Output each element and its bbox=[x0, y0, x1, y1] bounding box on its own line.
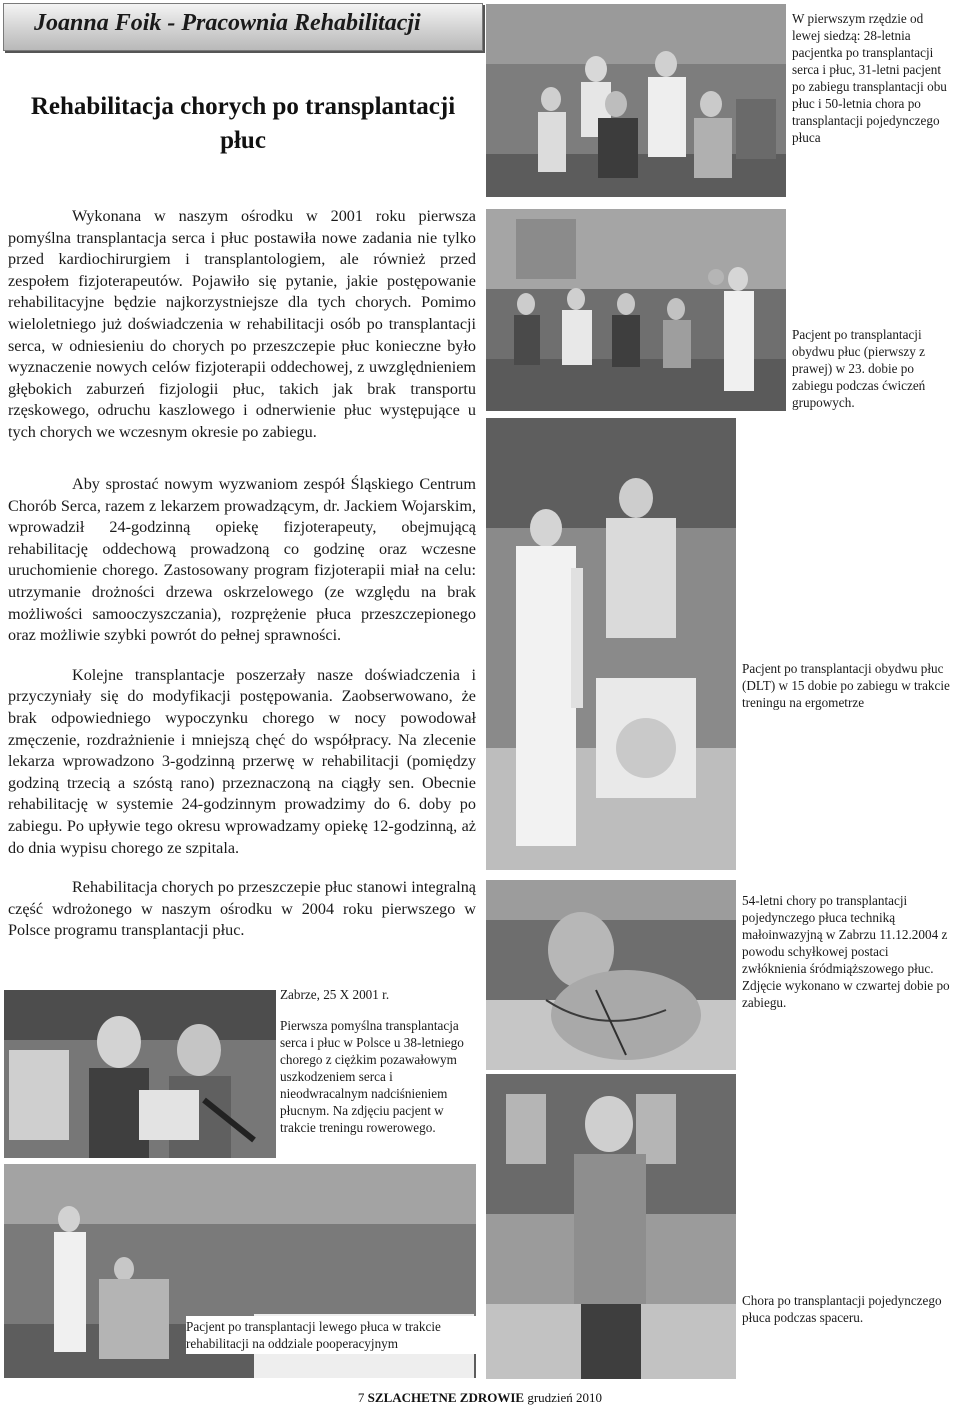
photo-bed-patient bbox=[486, 880, 736, 1070]
photo-ergometer bbox=[486, 418, 736, 870]
caption-first-transplant bbox=[280, 986, 476, 1136]
article-text-lower bbox=[8, 474, 476, 942]
caption-group-seated: W pierwszym rzędzie od lewej siedzą: 28-letnia pacjentka po transplantacji serca i płuc, 31-letni pacjent po zabiegu transplantacji obu płuc i 50-letnia chora po transplantacji pojedynczego płuca bbox=[792, 11, 947, 145]
photo-walk bbox=[486, 1074, 736, 1379]
caption-group-exercise: Pacjent po transplantacji obydwu płuc (pierwszy z prawej) w 23. dobie po zabiegu podczas ćwiczeń grupowych. bbox=[792, 327, 926, 410]
paragraph-3: Kolejne transplantacje poszerzały nasze doświadczenia i przyczyniały się do modyfikacji postępowania. Zaobserwowano, że brak odpowiedniego wypoczynku chorego w nocy powodował zmęczenie, rozdrażnienie i mniejszą chęć do współpracy. Na zlecenie lekarza wprowadzono 3-godzinną przerwę w rehabilitacji (pomiędzy godziną trzecią a szóstą rano) przeznaczoną na ciągły sen. Obecnie rehabilitację w systemie 24-godzinnym prowadzimy do 6. doby po zabiegu. Po upływie tego okresu wprowadzamy opiekę 12-godzinną, aż do dnia wypisu chorego ze szpitala. bbox=[8, 665, 476, 857]
page-footer bbox=[0, 1390, 960, 1406]
magazine-name: SZLACHETNE ZDROWIE bbox=[367, 1390, 525, 1405]
paragraph-1: Wykonana w naszym ośrodku w 2001 roku pierwsza pomyślna transplantacja serca i płuc postawiła nowe zadania nie tylko przed kardiochirurgiem i transplantologiem, ale również przed zespołem fizjoterapeutów. Pojawiło się pytanie, jakie postępowanie rehabilitacyjne będzie najkorzystniejsze dla tych chorych. Pomimo wieloletniego już doświadczenia w rehabilitacji osób po transplantacji serca, w odniesieniu do chorych po przeszczepie płuc konieczne było wyznaczenie nowych celów fizjoterapii oddechowej, z uwzględnieniem głębokich zaburzeń fizjologii płuc, takich jak brak transportu rzęskowego, odruchu kaszlowego i odnerwienie płuc występujące u tych chorych we wczesnym okresie po zabiegu. bbox=[8, 207, 476, 441]
caption-first-transplant-text: Pierwsza pomyślna transplantacja serca i płuc w Polsce u 38-letniego chorego z ciężkim pozawałowym uszkodzeniem serca i nieodwracalnym nadciśnieniem płucnym. Na zdjęciu pacjent w trakcie treningu rowerowego. bbox=[280, 1018, 464, 1135]
article-title: Rehabilitacja chorych po transplantacji płuc bbox=[30, 93, 456, 154]
paragraph-4: Rehabilitacja chorych po przeszczepie płuc stanowi integralną część wdrożonego w naszym ośrodku w 2004 roku pierwszego w Polsce programu transplantacji płuc. bbox=[8, 878, 476, 940]
caption-walk: Chora po transplantacji pojedynczego płuca podczas spaceru. bbox=[742, 1293, 942, 1325]
caption-ward: Pacjent po transplantacji lewego płuca w trakcie rehabilitacji na oddziale pooperacyjnym bbox=[186, 1316, 478, 1354]
header-banner bbox=[3, 3, 483, 51]
issue-date: grudzień 2010 bbox=[527, 1390, 603, 1405]
photo-group-exercise bbox=[486, 209, 786, 411]
caption-bed-patient: 54-letni chory po transplantacji pojedynczego płuca techniką małoinwazyjną w Zabrzu 11.12.2004 z powodu schyłkowej postaci zwłóknienia śródmiąższowego płuc. Zdjęcie wykonano w czwartej dobie po zabiegu. bbox=[742, 893, 950, 1010]
caption-ergometer: Pacjent po transplantacji obydwu płuc (DLT) w 15 dobie po zabiegu w trakcie treningu na ergometrze bbox=[742, 661, 950, 710]
banner-title: Joanna Foik - Pracownia Rehabilitacji bbox=[34, 10, 421, 36]
page-number: 7 bbox=[357, 1390, 365, 1405]
photo-first-transplant bbox=[4, 990, 276, 1158]
caption-first-transplant-date: Zabrze, 25 X 2001 r. bbox=[280, 987, 390, 1002]
article-text-upper bbox=[8, 206, 476, 444]
photo-group-seated bbox=[486, 4, 786, 197]
paragraph-2: Aby sprostać nowym wyzwaniom zespół Śląskiego Centrum Chorób Serca, razem z lekarzem prowadzącym, dr. Jackiem Wojarskim, wprowadził 24-godzinną opiekę fizjoterapeuty, obejmującą rehabilitację oddechową prowadzoną co godzinę oraz wczesne uruchomienie chorego. Zastosowany program fizjoterapii miał na celu: utrzymanie drożności drzewa oskrzelowego (ze względu na brak możliwości samooczyszczania), rozprężenie płuca przeszczepionego oraz możliwie szybki powrót do pełnej sprawności. bbox=[8, 475, 476, 645]
